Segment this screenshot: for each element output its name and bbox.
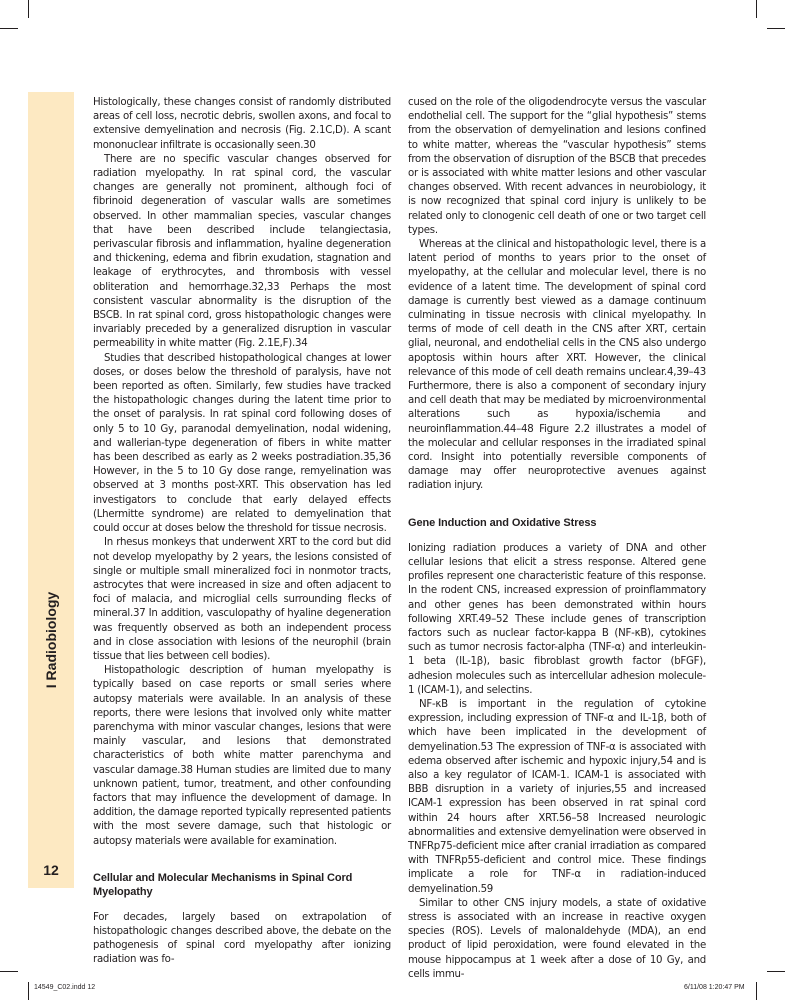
crop-mark bbox=[767, 28, 785, 29]
page-number: 12 bbox=[43, 862, 59, 878]
right-column bbox=[408, 96, 706, 982]
paragraph: There are no specific vascular changes observed for radiation myelopathy. In rat spinal cord, the vascular changes are generally not prominent, although foci of fibrinoid degeneration of vascular walls are sometimes observed. In other mammalian species, vascular changes that have been described include telangiectasia, perivascular fibrosis and inflammation, hyaline degeneration and thickening, edema and fibrin exudation, stagnation and leakage of erythrocytes, and thrombosis with vessel obliteration and hemorrhage.32,33 Perhaps the most consistent vascular abnormality is the disruption of the BSCB. In rat spinal cord, gross histopathologic changes were invariably preceded by a generalized disruption in vascular permeability in white matter (Fig. 2.1E,F).34 bbox=[93, 153, 391, 350]
chapter-sidebar bbox=[28, 92, 74, 888]
paragraph: Histologically, these changes consist of randomly distributed areas of cell loss, necrotic debris, swollen axons, and focal to extensive demyelination and necrosis (Fig. 2.1C,D). A scant mononuclear infiltrate is occasionally seen.30 bbox=[93, 97, 391, 151]
paragraph: In rhesus monkeys that underwent XRT to the cord but did not develop myelopathy by 2 years, the lesions consisted of single or multiple small mineralized foci in nonmotor tracts, astrocytes that were increased in size and often adjacent to foci of malacia, and microglial cells surrounding flecks of mineral.37 In addition, vasculopathy of hyaline degeneration was frequently observed as both an independent process and in close association with lesions of the neurophil (brain tissue that lies between cell bodies). bbox=[93, 537, 391, 662]
crop-mark bbox=[767, 971, 785, 972]
section-heading: Gene Induction and Oxidative Stress bbox=[408, 516, 597, 529]
crop-mark bbox=[756, 982, 757, 1000]
paragraph: NF-κB is important in the regulation of cytokine expression, including expression of TNF-α and IL-1β, both of which have been implicated in the development of demyelination.53 The expression of TNF-α is associated with edema observed after ischemic and hypoxic injury,54 and is also a key regulator of ICAM-1. ICAM-1 is associated with BBB disruption in a variety of injuries,55 and increased ICAM-1 expression has been observed in rat spinal cord within 24 hours after XRT.56–58 Increased neurologic abnormalities and extensive demyelination were observed in TNFRp75-deficient mice after cranial irradiation as compared with TNFRp55-deficient and control mice. These findings implicate a role for TNF-α in radiation-induced demyelination.59 bbox=[408, 698, 706, 895]
paragraph: Ionizing radiation produces a variety of DNA and other cellular lesions that elicit a stress response. Altered gene profiles represent one characteristic feature of this response. In the rodent CNS, increased expression of proinflammatory and other genes has been demonstrated within hours following XRT.49–52 These include genes of transcription factors such as nuclear factor-kappa B (NF-κB), cytokines such as tumor necrosis factor-alpha (TNF-α) and interleukin-1 beta (IL-1β), basic fibroblast growth factor (bFGF), adhesion molecules such as intercellular adhesion molecule-1 (ICAM-1), and selectins. bbox=[408, 542, 706, 696]
left-column bbox=[93, 96, 391, 968]
section-title: I Radiobiology bbox=[43, 591, 60, 689]
footer-file: 14549_C02.indd 12 bbox=[34, 984, 96, 991]
crop-mark bbox=[0, 28, 18, 29]
section-heading: Cellular and Molecular Mechanisms in Spinal Cord Myelopathy bbox=[93, 871, 353, 898]
paragraph: cused on the role of the oligodendrocyte versus the vascular endothelial cell. The support for the “glial hypothesis” stems from the observation of demyelination and lesions confined to white matter, whereas the “vascular hypothesis” stems from the observation of disruption of the BSCB that precedes or is associated with white matter lesions and other vascular changes observed. With recent advances in neurobiology, it is now recognized that spinal cord injury is unlikely to be related only to clonogenic cell death of one or two target cell types. bbox=[408, 97, 706, 236]
paragraph: For decades, largely based on extrapolation of histopathologic changes described above, the debate on the pathogenesis of spinal cord myelopathy after ionizing radiation was fo- bbox=[93, 911, 391, 966]
paragraph: Studies that described histopathological changes at lower doses, or doses below the threshold of paralysis, have not been reported as often. Similarly, few studies have tracked the histopathologic changes during the latent time prior to the onset of paralysis. In rat spinal cord following doses of only 5 to 10 Gy, paranodal demyelination, nodal widening, and wallerian-type degeneration of fibers in white matter has been described as early as 2 weeks postradiation.35,36 However, in the 5 to 10 Gy dose range, remyelination was observed at 3 months post-XRT. This observation has led investigators to conclude that early delayed effects (Lhermitte syndrome) are related to demyelination that could occur at doses below the threshold for tissue necrosis. bbox=[93, 352, 391, 535]
paragraph: Histopathologic description of human myelopathy is typically based on case reports or small series where autopsy materials were available. In an analysis of these reports, there were lesions that involved only white matter parenchyma with minor vascular changes, lesions that were mainly vascular, and lesions that demonstrated characteristics of both white matter parenchyma and vascular damage.38 Human studies are limited due to many unknown patient, tumor, treatment, and other confounding factors that may influence the development of damage. In addition, the damage reported typically represented patients with the most severe damage, such that histologic or autopsy materials were available for examination. bbox=[93, 665, 391, 847]
paragraph: Whereas at the clinical and histopathologic level, there is a latent period of months to years prior to the onset of myelopathy, at the cellular and molecular level, there is no evidence of a latent time. The development of spinal cord damage is currently best viewed as a damage continuum culminating in tissue necrosis with clinical myelopathy. In terms of mode of cell death in the CNS after XRT, certain glial, neuronal, and endothelial cells in the CNS also undergo apoptosis within hours after XRT. However, the clinical relevance of this mode of cell death remains unclear.4,39–43 Furthermore, there is also a component of secondary injury and cell death that may be mediated by microenvironmental alterations such as hypoxia/ischemia and neuroinflammation.44–48 Figure 2.2 illustrates a model of the molecular and cellular responses in the irradiated spinal cord. Insight into potentially reversible components of damage may offer neuroprotective avenues against radiation injury. bbox=[408, 239, 706, 492]
crop-mark bbox=[28, 0, 29, 18]
crop-mark bbox=[756, 0, 757, 18]
section-tab bbox=[34, 580, 68, 700]
footer-date: 6/11/08 1:20:47 PM bbox=[684, 984, 745, 991]
paragraph: Similar to other CNS injury models, a state of oxidative stress is associated with an increase in reactive oxygen species (ROS). Levels of malonaldehyde (MDA), an end product of lipid peroxidation, were found elevated in the mouse hippocampus at 1 week after a dose of 10 Gy, and cells immu- bbox=[408, 897, 706, 980]
crop-mark bbox=[0, 971, 18, 972]
crop-mark bbox=[28, 982, 29, 1000]
